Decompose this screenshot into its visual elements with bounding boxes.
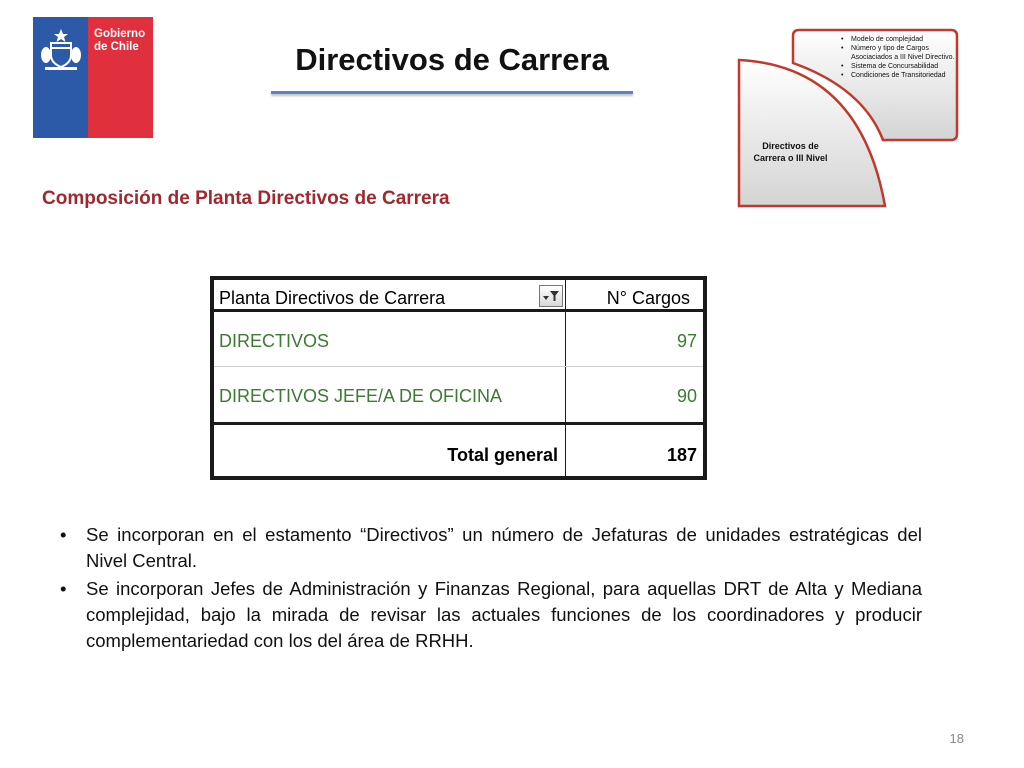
logo-text [94, 28, 145, 54]
coat-of-arms-icon [37, 25, 85, 73]
filter-dropdown-button[interactable] [539, 285, 563, 307]
diagram-bullet: • Número y tipo de Cargos Asociaciados a III Nivel Directivo. [841, 44, 961, 62]
body-bullet: • Se incorporan en el estamento “Directivos” un número de Jefaturas de unidades estratégicas del Nivel Central. [60, 522, 922, 574]
total-value: 187 [666, 445, 697, 465]
page-number: 18 [949, 731, 964, 746]
table-row [214, 312, 703, 367]
diagram-bullet: • Modelo de complejidad [841, 35, 961, 44]
row-name: DIRECTIVOS JEFE/A DE OFICINA [219, 386, 503, 406]
diagram-quarter-label [737, 140, 844, 164]
logo-blue-panel [33, 17, 88, 138]
table-header [214, 280, 703, 312]
diagram-bullet-list [841, 35, 961, 80]
structure-diagram [737, 28, 961, 210]
row-value: 97 [676, 331, 697, 351]
total-label: Total general [447, 445, 558, 465]
filter-icon [540, 286, 562, 306]
page-title: Directivos de Carrera [295, 42, 609, 77]
table-header-col2: N° Cargos [606, 288, 690, 308]
section-subtitle: Composición de Planta Directivos de Carrera [42, 188, 450, 209]
table-total-row [214, 422, 703, 476]
row-value: 90 [676, 386, 697, 406]
logo-text-line1: Gobierno [94, 28, 146, 40]
pivot-table [210, 276, 707, 480]
body-bullet-list [60, 522, 922, 656]
gobierno-de-chile-logo [33, 17, 153, 138]
diagram-bullet: • Condiciones de Transitoriedad [841, 71, 961, 80]
diagram-quarter-label-line2: Carrera o III Nivel [753, 153, 828, 163]
table-row [214, 367, 703, 422]
diagram-quarter-label-line1: Directivos de [762, 141, 819, 151]
logo-text-line2: de Chile [94, 41, 139, 53]
title-underline [271, 91, 633, 94]
row-name: DIRECTIVOS [219, 331, 330, 351]
body-bullet: • Se incorporan Jefes de Administración y Finanzas Regional, para aquellas DRT de Alta y Mediana complejidad, bajo la mirada de revisar las actuales funciones de los coordinadores y producir complementariedad con los del área de RRHH. [60, 576, 922, 654]
diagram-bullet: • Sistema de Concursabilidad [841, 62, 961, 71]
table-header-col1: Planta Directivos de Carrera [219, 288, 446, 308]
